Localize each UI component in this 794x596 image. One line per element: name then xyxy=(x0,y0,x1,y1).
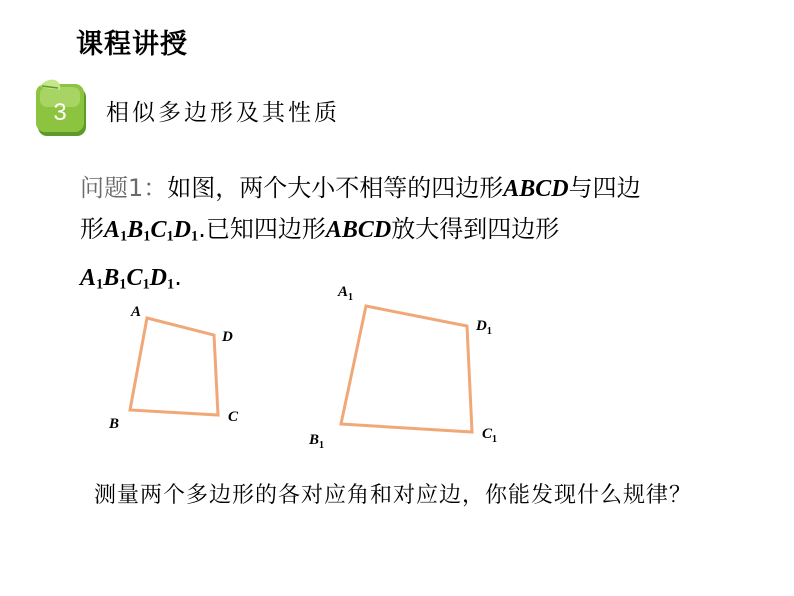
label-d1: $D_1$ xyxy=(476,318,492,337)
problem-text-5: 放大得到四边形 xyxy=(391,215,560,243)
quad-a1b1c1d1: $A_1B_1C_1D_1$ xyxy=(104,217,199,245)
problem-text-2: 与四边 xyxy=(568,174,641,202)
problem-text-3: 形 xyxy=(80,215,104,243)
follow-up-question: 测量两个多边形的各对应角和对应边，你能发现什么规律？ xyxy=(94,483,693,508)
label-a1: $A_1$ xyxy=(338,284,354,303)
quad-a1b1c1d1-2: $A_1B_1C_1D_1$ xyxy=(80,264,175,293)
label-b: B xyxy=(109,416,120,432)
label-c: C xyxy=(228,409,239,425)
section-title: 相似多边形及其性质 xyxy=(106,100,340,126)
quad-abcd-2: ABCD xyxy=(325,217,392,243)
quadrilateral-a1b1c1d1 xyxy=(341,306,472,432)
problem-label: 问题1： xyxy=(80,174,168,202)
label-d: D xyxy=(222,329,233,345)
problem-text-6: . xyxy=(174,262,182,291)
quadrilateral-abcd xyxy=(130,318,218,415)
problem-text-1: 如图，两个大小不相等的四边形 xyxy=(167,174,504,202)
section-number: 3 xyxy=(53,99,67,126)
label-b1: $B_1$ xyxy=(309,432,325,451)
quad-abcd: ABCD xyxy=(503,176,569,202)
label-c1: $C_1$ xyxy=(482,426,498,445)
label-a: A xyxy=(131,304,142,320)
page-title: 课程讲授 xyxy=(76,29,188,60)
problem-text-4: .已知四边形 xyxy=(198,215,326,243)
